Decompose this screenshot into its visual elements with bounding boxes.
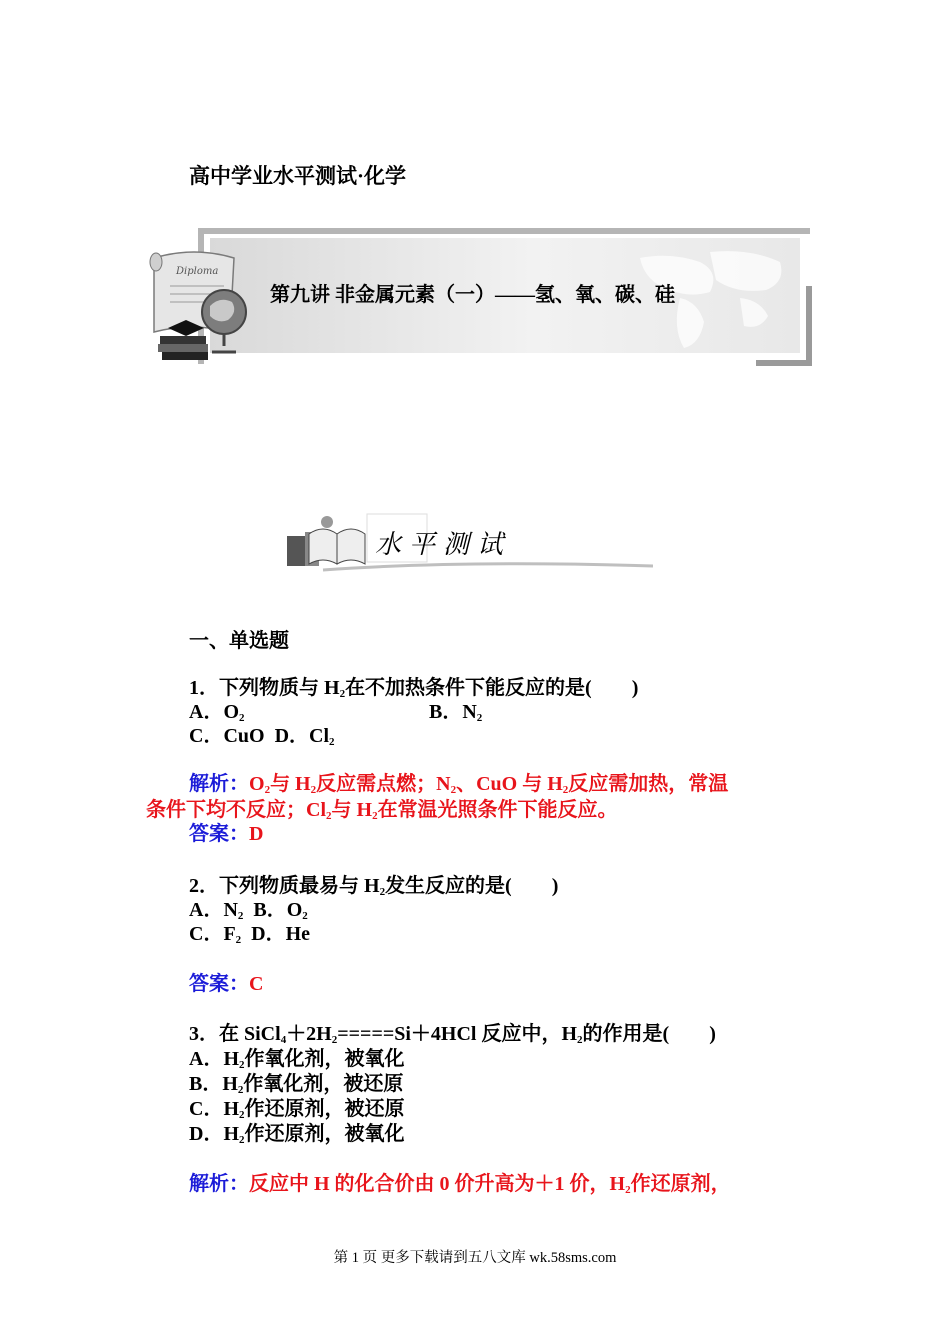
q2-stem: 2．下列物质最易与 $H_2$发生反应的是( ): [189, 875, 559, 898]
q3-stem: 3．在 $SiCl_4+2H_2=====Si+4HCl$ 反应中，$H_2$的作用是( ): [189, 1023, 716, 1046]
chapter-title: 第九讲 非金属元素（一）——氢、氧、碳、硅: [270, 284, 675, 306]
q3-option-a: A．$H_2$作氧化剂，被氧化: [189, 1048, 405, 1071]
q1-analysis-line2: 条件下均不反应；$Cl_2$与 $H_2$在常温光照条件下能反应。: [146, 799, 618, 822]
q3-option-b: B．$H_2$作氧化剂，被还原: [189, 1073, 404, 1096]
q1-options-cd: C．CuO D．$Cl_2$: [189, 725, 335, 748]
q1-stem: 1．下列物质与 $H_2$在不加热条件下能反应的是( ): [189, 677, 639, 700]
section-badge: [283, 512, 653, 576]
diploma-text: Diploma: [176, 266, 219, 277]
document-header-title: 高中学业水平测试·化学: [189, 164, 407, 188]
q1-option-a: A．$O_2$: [189, 701, 245, 724]
q3-analysis: 解析：反应中 H 的化合价由 0 价升高为＋1 价，$H_2$作还原剂，: [189, 1173, 731, 1196]
section-heading: 一、单选题: [189, 630, 289, 652]
page-footer: 第 1 页 更多下载请到五八文库 wk.58sms.com: [333, 1250, 617, 1266]
diploma-globe-illustration: [146, 228, 256, 370]
chapter-banner: [146, 228, 818, 370]
q1-option-b: B．$N_2$: [429, 701, 483, 724]
q2-options-ab: A．$N_2$ B．$O_2$: [189, 899, 308, 922]
q1-analysis-line1: 解析：$O_2$与 $H_2$反应需点燃；$N_2$、CuO 与 $H_2$反应需加热，常温: [189, 773, 729, 796]
q3-option-c: C．$H_2$作还原剂，被还原: [189, 1098, 405, 1121]
q1-answer: 答案：D: [189, 823, 264, 845]
q3-option-d: D．$H_2$作还原剂，被氧化: [189, 1123, 405, 1146]
q2-answer: 答案：C: [189, 973, 264, 995]
section-badge-label: 水平测试: [375, 530, 512, 560]
q2-options-cd: C．$F_2$ D．He: [189, 923, 311, 946]
